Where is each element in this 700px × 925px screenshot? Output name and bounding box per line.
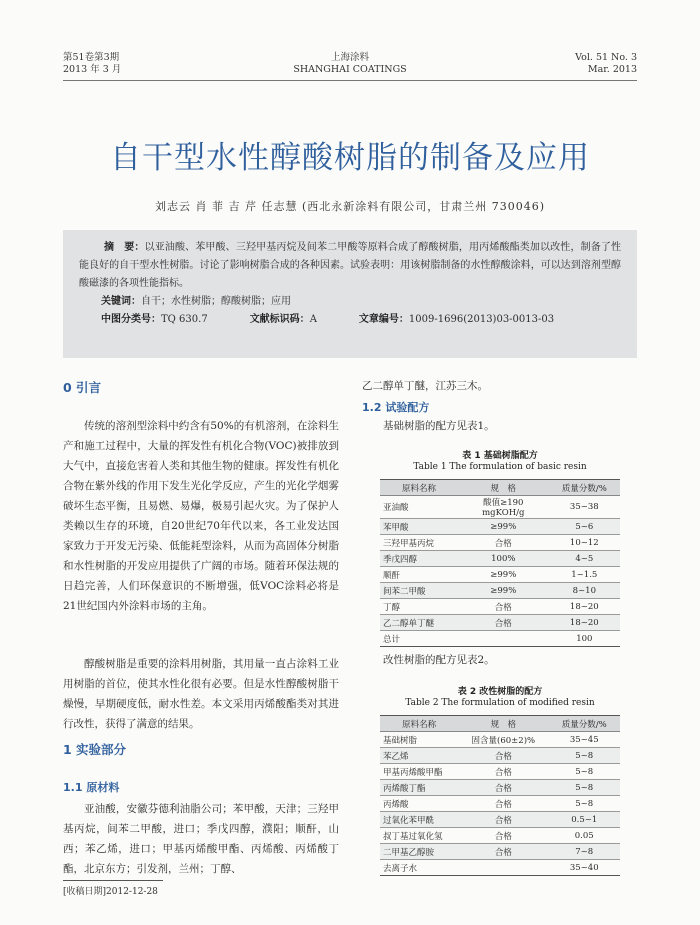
table-cell: 5~8 bbox=[548, 764, 620, 780]
table-row bbox=[380, 583, 620, 599]
table-cell: 基础树脂 bbox=[380, 732, 458, 748]
table-cell: 合格 bbox=[458, 796, 548, 812]
table-row bbox=[380, 812, 620, 828]
journal-name-cn: 上海涂料 bbox=[330, 52, 369, 63]
table-cell: 间苯二甲酸 bbox=[380, 583, 458, 599]
doc-code-label: 文献标识码： bbox=[249, 314, 310, 325]
table-cell: 乙二醇单丁醚 bbox=[380, 615, 458, 631]
table-header-row bbox=[380, 480, 620, 496]
table-cell: 8~10 bbox=[549, 583, 620, 599]
table-row bbox=[380, 567, 620, 583]
table-cell: 苯甲酸 bbox=[380, 519, 458, 535]
header-date-en: Mar. 2013 bbox=[587, 64, 637, 75]
table-cell: 5~6 bbox=[549, 519, 620, 535]
table-cell: 100 bbox=[549, 631, 620, 647]
keywords-label: 关键词： bbox=[101, 296, 141, 307]
table-cell: 合格 bbox=[458, 812, 548, 828]
article-no-label: 文章编号： bbox=[358, 314, 409, 325]
formula-intro: 基础树脂的配方见表1。 bbox=[383, 420, 495, 432]
section-heading-experimental: 1 实验部分 bbox=[63, 742, 127, 757]
table-cell: 三羟甲基丙烷 bbox=[380, 535, 458, 551]
table-header-cell: 原料名称 bbox=[380, 716, 458, 732]
table-row bbox=[380, 732, 620, 748]
table-row bbox=[380, 615, 620, 631]
table-cell: 0.5~1 bbox=[548, 812, 620, 828]
doc-code-item bbox=[250, 311, 317, 329]
table-cell: 季戊四醇 bbox=[380, 551, 458, 567]
abstract-paragraph bbox=[79, 239, 621, 293]
table-header-cell: 质量分数/% bbox=[549, 480, 620, 496]
table-cell: ≥99% bbox=[458, 567, 549, 583]
header-divider bbox=[63, 80, 637, 81]
classification-line bbox=[79, 311, 621, 329]
table-row bbox=[380, 496, 620, 519]
keywords-text: 自干；水性树脂；醇酸树脂；应用 bbox=[141, 296, 291, 307]
paper-title: 自干型水性醇酸树脂的制备及应用 bbox=[110, 140, 590, 176]
materials-paragraph: 亚油酸，安徽芬德利油脂公司；苯甲酸，天津；三羟甲基丙烷，间苯二甲酸，进口；季戊四醇，濮阳；顺酐，山西；苯乙烯，进口；甲基丙烯酸甲酯、丙烯酸、丙烯酸丁酯，北京东方；引发剂，兰州；丁醇、 bbox=[63, 803, 339, 875]
table-row bbox=[380, 748, 620, 764]
table-row bbox=[380, 551, 620, 567]
table-cell: ≥99% bbox=[458, 519, 549, 535]
article-no-item bbox=[359, 311, 554, 329]
table-cell: 5~8 bbox=[548, 796, 620, 812]
table-cell: 100% bbox=[458, 551, 549, 567]
materials-continuation: 乙二醇单丁醚，江苏三木。 bbox=[362, 380, 488, 392]
table-header-cell: 质量分数/% bbox=[548, 716, 620, 732]
table-cell: 合格 bbox=[458, 535, 549, 551]
table-cell: 5~8 bbox=[548, 748, 620, 764]
table-header-cell: 规 格 bbox=[458, 716, 548, 732]
table-row bbox=[380, 796, 620, 812]
table-cell: 二甲基乙醇胺 bbox=[380, 844, 458, 860]
table1-caption-en: Table 1 The formulation of basic resin bbox=[413, 462, 587, 472]
table-row bbox=[380, 599, 620, 615]
table-cell: 丁醇 bbox=[380, 599, 458, 615]
header-volume-issue-en: Vol. 51 No. 3 bbox=[575, 52, 637, 63]
table-cell bbox=[458, 631, 549, 647]
abstract-box bbox=[63, 230, 637, 358]
table-cell: 固含量(60±2)% bbox=[458, 732, 548, 748]
table1-basic-resin bbox=[380, 479, 620, 647]
table-cell: 合格 bbox=[458, 780, 548, 796]
table-header-cell: 原料名称 bbox=[380, 480, 458, 496]
table-cell: ≥99% bbox=[458, 583, 549, 599]
table-cell: 5~8 bbox=[548, 780, 620, 796]
table-cell: 酸值≥190 mgKOH/g bbox=[458, 496, 549, 519]
table-cell: 亚油酸 bbox=[380, 496, 458, 519]
abstract-text: 以亚油酸、苯甲酸、三羟甲基丙烷及间苯二甲酸等原料合成了醇酸树脂，用丙烯酸酯类加以改性，制备了性能良好的自干型水性树脂。讨论了影响树脂合成的各种因素。试验表明：用该树脂制备的水性醇酸涂料，可以达到溶剂型醇酸磁漆的各项性能指标。 bbox=[79, 242, 622, 289]
table-cell: 35~45 bbox=[548, 732, 620, 748]
table-cell: 7~8 bbox=[548, 844, 620, 860]
table-cell: 甲基丙烯酸甲酯 bbox=[380, 764, 458, 780]
table-row bbox=[380, 860, 620, 876]
table-row bbox=[380, 519, 620, 535]
table-cell: 丙烯酸 bbox=[380, 796, 458, 812]
header-volume-issue: 第51卷第3期 bbox=[63, 52, 120, 63]
table-cell: 合格 bbox=[458, 844, 548, 860]
table2-modified-resin bbox=[380, 715, 620, 876]
table-cell: 35~40 bbox=[548, 860, 620, 876]
header-volume-en bbox=[575, 52, 637, 76]
table-cell: 合格 bbox=[458, 828, 548, 844]
table-cell: 10~12 bbox=[549, 535, 620, 551]
table-cell: 叔丁基过氧化氢 bbox=[380, 828, 458, 844]
table-cell: 合格 bbox=[458, 748, 548, 764]
table-cell: 1~1.5 bbox=[549, 567, 620, 583]
table-row bbox=[380, 631, 620, 647]
table-cell bbox=[458, 860, 548, 876]
received-date: [收稿日期]2012-12-28 bbox=[63, 887, 158, 897]
table-cell: 合格 bbox=[458, 599, 549, 615]
table-cell: 丙烯酸丁酯 bbox=[380, 780, 458, 796]
table-cell: 18~20 bbox=[549, 599, 620, 615]
table-cell: 合格 bbox=[458, 615, 549, 631]
table-row bbox=[380, 828, 620, 844]
table1-caption-cn: 表 1 基础树脂配方 bbox=[462, 451, 538, 461]
keywords-line bbox=[79, 293, 621, 311]
table-header-row bbox=[380, 716, 620, 732]
table-row bbox=[380, 535, 620, 551]
table-cell: 苯乙烯 bbox=[380, 748, 458, 764]
table-cell: 去离子水 bbox=[380, 860, 458, 876]
table-header-cell: 规 格 bbox=[458, 480, 549, 496]
table2-caption-cn: 表 2 改性树脂的配方 bbox=[457, 687, 543, 697]
table-cell: 35~38 bbox=[549, 496, 620, 519]
table-row bbox=[380, 780, 620, 796]
intro-paragraph-2: 醇酸树脂是重要的涂料用树脂，其用量一直占涂料工业用树脂的首位，使其水性化很有必要。但是水性醇酸树脂干燥慢，早期硬度低，耐水性差。本文采用丙烯酸酯类对其进行改性，获得了满意的结果。 bbox=[63, 658, 339, 730]
table2-caption-en: Table 2 The formulation of modified resin bbox=[405, 698, 595, 708]
table-row bbox=[380, 764, 620, 780]
modified-intro: 改性树脂的配方见表2。 bbox=[383, 654, 495, 666]
table-cell: 顺酐 bbox=[380, 567, 458, 583]
footnote-divider bbox=[63, 880, 163, 881]
table-cell: 过氧化苯甲酰 bbox=[380, 812, 458, 828]
table-cell: 4~5 bbox=[549, 551, 620, 567]
header-date-cn: 2013 年 3 月 bbox=[63, 64, 122, 75]
author-line: 刘志云 肖 菲 吉 芹 任志慧 (西北永新涂料有限公司，甘肃兰州 730046) bbox=[154, 200, 546, 213]
table-cell: 总计 bbox=[380, 631, 458, 647]
clc-value: TQ 630.7 bbox=[161, 314, 208, 325]
abstract-label: 摘 要： bbox=[104, 242, 145, 253]
section-heading-intro: 0 引言 bbox=[63, 380, 102, 395]
table-cell: 合格 bbox=[458, 764, 548, 780]
clc-label: 中图分类号： bbox=[101, 314, 161, 325]
doc-code-value: A bbox=[309, 314, 317, 325]
journal-name-en: SHANGHAI COATINGS bbox=[293, 64, 407, 75]
subsection-heading-formula: 1.2 试验配方 bbox=[362, 401, 430, 414]
clc-item bbox=[101, 311, 208, 329]
article-no-value: 1009-1696(2013)03-0013-03 bbox=[408, 314, 555, 325]
table-cell: 18~20 bbox=[549, 615, 620, 631]
subsection-heading-materials: 1.1 原材料 bbox=[63, 781, 120, 794]
intro-paragraph-1: 传统的溶剂型涂料中约含有50%的有机溶剂，在涂料生产和施工过程中，大量的挥发性有机化合物(VOC)被排放到大气中，直接危害着人类和其他生物的健康。挥发性有机化合物在紫外线的作用下发生光化学反应，产生的光化学烟雾破坏生态平衡，且易燃、易爆，极易引起火灾。为了保护人类赖以生存的环境，自20世纪70年代以来，各工业发达国家致力于开发无污染、低能耗型涂料，从而为高固体分树脂和水性树脂的开发应用提供了广阔的市场。随着环保法规的日趋完善，人们环保意识的不断增强，低VOC涂料必将是21世纪国内外涂料市场的主角。 bbox=[63, 420, 339, 612]
table-row bbox=[380, 844, 620, 860]
table-cell: 0.05 bbox=[548, 828, 620, 844]
